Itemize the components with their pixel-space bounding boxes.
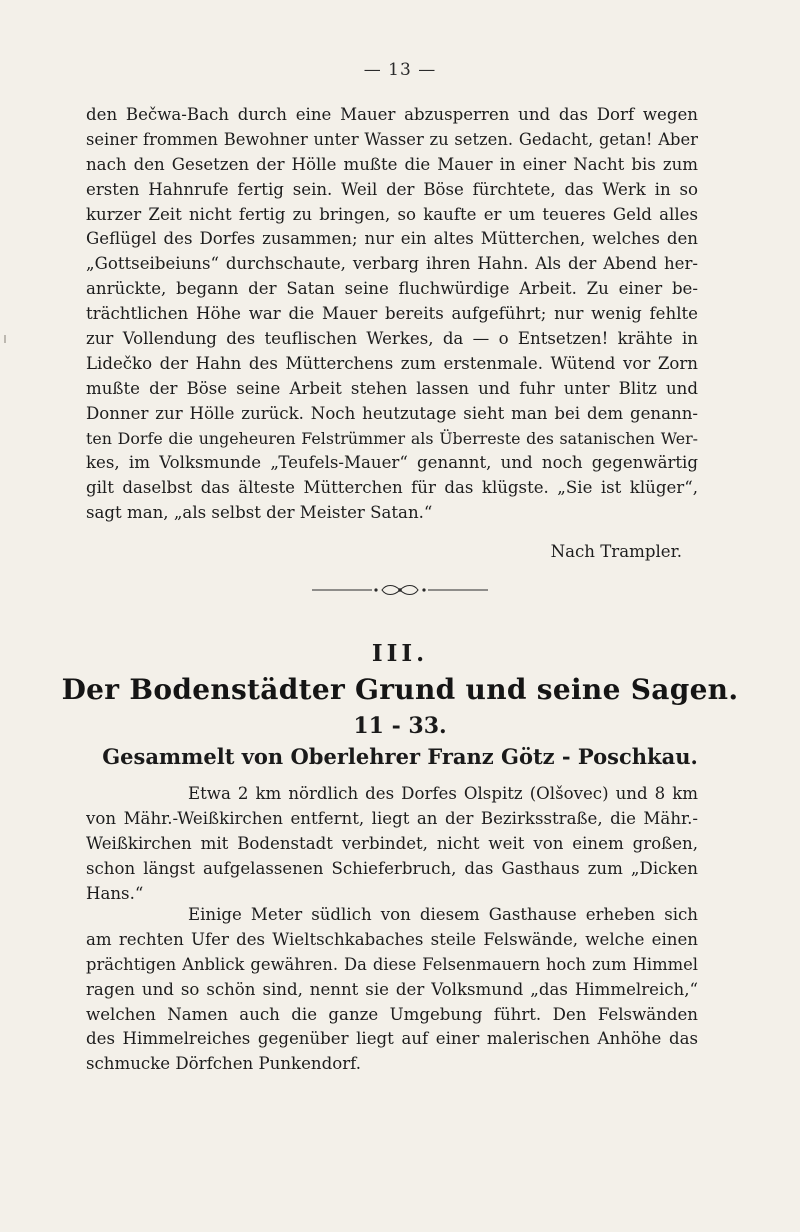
legend-number-range: 11 - 33. bbox=[353, 713, 447, 739]
text-line: Geflügel des Dorfes zusammen; nur ein altes Mütterchen, welches den bbox=[86, 229, 698, 249]
decorative-divider-icon bbox=[310, 583, 490, 597]
page-number: — 13 — bbox=[363, 60, 437, 80]
text-line: Einige Meter südlich von diesem Gasthause erheben sich bbox=[188, 905, 698, 924]
text-line: zur Vollendung des teuflischen Werkes, da — o Entsetzen! krähte in bbox=[86, 329, 698, 349]
text-line: Lidečko der Hahn des Mütterchens zum erstenmale. Wütend vor Zorn bbox=[86, 353, 698, 373]
text-line: ragen und so schön sind, nennt sie der Volksmund „das Himmelreich,“ bbox=[86, 979, 698, 999]
story-ending-text bbox=[86, 103, 698, 526]
text-line: Etwa 2 km nördlich des Dorfes Olspitz (Olšovec) und 8 km bbox=[188, 784, 698, 803]
section-number: III. bbox=[371, 640, 429, 667]
text-line: von Mähr.-Weißkirchen entfernt, liegt an der Bezirksstraße, die Mähr.- bbox=[86, 808, 698, 828]
text-line: des Himmelreiches gegenüber liegt auf einer malerischen Anhöhe das bbox=[86, 1029, 698, 1049]
paragraph-himmelreich bbox=[86, 903, 698, 1077]
source-attribution: Nach Trampler. bbox=[550, 542, 682, 561]
text-line: schon längst aufgelassenen Schieferbruch, das Gasthaus zum „Dicken bbox=[86, 858, 698, 878]
text-line: anrückte, begann der Satan seine fluchwürdige Arbeit. Zu einer be- bbox=[86, 279, 698, 299]
text-line: „Gottseibeiuns“ durchschaute, verbarg ihren Hahn. Als der Abend her- bbox=[86, 254, 698, 274]
collector-credit: Gesammelt von Oberlehrer Franz Götz - Poschkau. bbox=[102, 744, 698, 769]
text-line: ten Dorfe die ungeheuren Felstrümmer als Überreste des satanischen Wer- bbox=[86, 428, 698, 448]
text-line: welchen Namen auch die ganze Umgebung führt. Den Felswänden bbox=[86, 1004, 698, 1024]
text-line: Donner zur Hölle zurück. Noch heutzutage sieht man bei dem genann- bbox=[86, 403, 698, 423]
text-line: trächtlichen Höhe war die Mauer bereits aufgeführt; nur wenig fehlte bbox=[86, 304, 698, 324]
section-title: Der Bodenstädter Grund und seine Sagen. bbox=[61, 673, 739, 706]
text-line: Hans.“ bbox=[86, 883, 144, 903]
text-line: gilt daselbst das älteste Mütterchen für das klügste. „Sie ist klüger“, bbox=[86, 478, 698, 498]
text-line: nach den Gesetzen der Hölle mußte die Mauer in einer Nacht bis zum bbox=[86, 154, 698, 174]
text-line: sagt man, „als selbst der Meister Satan.“ bbox=[86, 503, 433, 523]
paragraph-gasthaus bbox=[86, 782, 698, 906]
text-line: ersten Hahnrufe fertig sein. Weil der Böse fürchtete, das Werk in so bbox=[86, 179, 698, 199]
text-line: seiner frommen Bewohner unter Wasser zu setzen. Gedacht, getan! Aber bbox=[86, 129, 698, 149]
text-line: den Bečwa-Bach durch eine Mauer abzusperren und das Dorf wegen bbox=[86, 105, 698, 124]
text-line: am rechten Ufer des Wieltschkabaches steile Felswände, welche einen bbox=[86, 929, 698, 949]
text-line: prächtigen Anblick gewähren. Da diese Felsenmauern hoch zum Himmel bbox=[86, 954, 698, 974]
text-line: mußte der Böse seine Arbeit stehen lassen und fuhr unter Blitz und bbox=[86, 378, 698, 398]
page-edge-mark bbox=[4, 335, 6, 343]
text-line: kurzer Zeit nicht fertig zu bringen, so kaufte er um teueres Geld alles bbox=[86, 204, 698, 224]
text-line: Weißkirchen mit Bodenstadt verbindet, nicht weit von einem großen, bbox=[86, 833, 698, 853]
text-line: kes, im Volksmunde „Teufels-Mauer“ genannt, und noch gegenwärtig bbox=[86, 453, 698, 473]
text-line: schmucke Dörfchen Punkendorf. bbox=[86, 1054, 361, 1074]
